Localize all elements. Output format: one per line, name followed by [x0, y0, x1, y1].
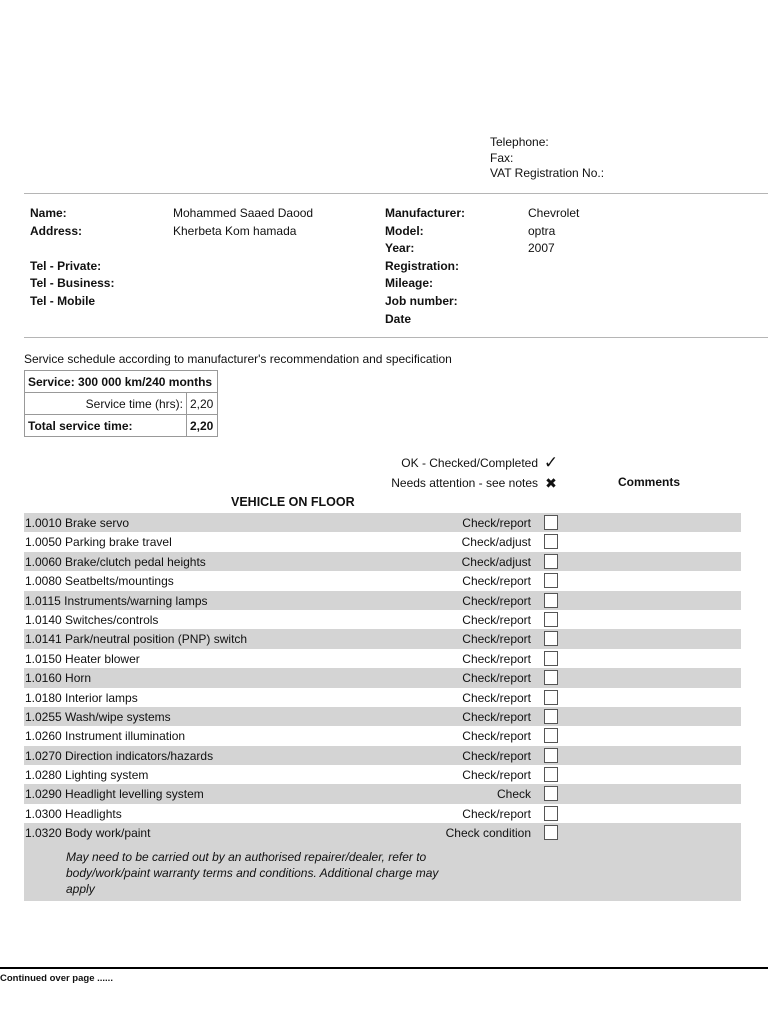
mileage-label: Mileage:: [385, 276, 434, 291]
registration-label: Registration:: [385, 258, 460, 273]
name-label: Name:: [30, 206, 67, 220]
checkbox[interactable]: [544, 767, 558, 782]
item-label: 1.0050 Parking brake travel: [25, 535, 172, 550]
job-number-label: Job number:: [385, 293, 458, 308]
item-label: 1.0115 Instruments/warning lamps: [25, 593, 208, 608]
item-action: Check/report: [462, 806, 531, 821]
service-title: Service: 300 000 km/240 months: [25, 371, 218, 393]
model-value: optra: [528, 223, 556, 238]
checkbox[interactable]: [544, 593, 558, 608]
legend-ok-label: OK - Checked/Completed: [401, 456, 538, 470]
vehicle-values: [528, 205, 579, 258]
item-label: 1.0150 Heater blower: [25, 651, 140, 666]
item-action: Check/report: [462, 748, 531, 763]
tel-private-label: Tel - Private:: [30, 258, 102, 273]
model-label: Model:: [385, 223, 424, 238]
table-row: [24, 532, 741, 551]
item-label: 1.0270 Direction indicators/hazards: [25, 748, 214, 763]
section-title: VEHICLE ON FLOOR: [231, 495, 355, 509]
table-row: [24, 688, 741, 707]
year-label: Year:: [385, 241, 415, 256]
schedule-intro: Service schedule according to manufacturer's recommendation and specification: [24, 352, 452, 366]
checkbox[interactable]: [544, 748, 558, 763]
item-action: Check/adjust: [461, 554, 531, 569]
table-row: [24, 629, 741, 648]
checkbox[interactable]: [544, 786, 558, 801]
checkbox[interactable]: [544, 670, 558, 685]
legend-ok: [401, 455, 562, 471]
item-action: Check/report: [462, 690, 531, 705]
table-row: [24, 668, 741, 687]
table-row: [24, 765, 741, 784]
table-row: [24, 726, 741, 745]
checkbox[interactable]: [544, 631, 558, 646]
item-label: 1.0010 Brake servo: [25, 516, 130, 530]
checkbox[interactable]: [544, 612, 558, 627]
note-text: May need to be carried out by an authorised repairer/dealer, refer to body/work/paint warranty terms and conditions. Additional charge may apply: [66, 849, 439, 896]
date-label: Date: [385, 311, 412, 326]
footer-divider: [0, 967, 768, 969]
customer-labels: [30, 205, 114, 311]
table-row: [24, 649, 741, 668]
item-action: Check: [496, 787, 531, 802]
service-summary-table: [24, 370, 218, 437]
item-action: Check/report: [462, 593, 531, 608]
checkbox[interactable]: [544, 728, 558, 743]
total-time-value: 2,20: [187, 415, 218, 437]
checkbox[interactable]: [544, 709, 558, 724]
item-label: 1.0260 Instrument illumination: [25, 729, 186, 744]
item-label: 1.0080 Seatbelts/mountings: [25, 574, 174, 589]
address-value: Kherbeta Kom hamada: [173, 223, 297, 238]
comments-heading: Comments: [618, 475, 681, 489]
checkbox[interactable]: [544, 690, 558, 705]
legend-attention: [391, 475, 562, 491]
legend-attention-label: Needs attention - see notes: [391, 476, 538, 490]
divider-middle: [24, 337, 768, 338]
fax-label: Fax:: [490, 150, 514, 165]
customer-values: [173, 205, 313, 240]
bodywork-note: [24, 843, 741, 901]
table-row: [24, 823, 741, 842]
table-row: [24, 784, 741, 803]
checkbox[interactable]: [544, 806, 558, 821]
item-label: 1.0140 Switches/controls: [25, 612, 159, 627]
table-row: [24, 804, 741, 823]
checkmark-icon: ✓: [543, 453, 559, 472]
vehicle-labels: [385, 205, 465, 328]
year-value: 2007: [528, 241, 555, 256]
total-time-label: Total service time:: [25, 415, 187, 437]
item-action: Check/report: [462, 709, 531, 724]
contact-block: [490, 135, 604, 182]
vat-label: VAT Registration No.:: [490, 166, 605, 180]
tel-business-label: Tel - Business:: [30, 276, 115, 291]
table-row: [24, 571, 741, 590]
table-row: [24, 707, 741, 726]
service-time-label: Service time (hrs):: [25, 393, 187, 415]
checkbox[interactable]: [544, 554, 558, 569]
item-label: 1.0141 Park/neutral position (PNP) switch: [25, 632, 248, 647]
cross-icon: ✖: [545, 475, 557, 491]
table-row: [24, 610, 741, 629]
checkbox[interactable]: [544, 534, 558, 549]
table-row: [24, 591, 741, 610]
table-row: [24, 746, 741, 765]
item-action: Check/report: [462, 768, 531, 783]
manufacturer-label: Manufacturer:: [385, 206, 466, 220]
service-time-value: 2,20: [187, 393, 218, 415]
item-label: 1.0290 Headlight levelling system: [25, 787, 204, 802]
item-label: 1.0180 Interior lamps: [25, 690, 138, 705]
item-action: Check/report: [462, 671, 531, 686]
item-action: Check/adjust: [461, 535, 531, 550]
item-label: 1.0320 Body work/paint: [25, 826, 151, 841]
tel-mobile-label: Tel - Mobile: [30, 293, 96, 308]
continued-footer: Continued over page ......: [0, 973, 113, 984]
item-action: Check/report: [462, 632, 531, 647]
item-action: Check condition: [445, 826, 531, 841]
item-label: 1.0060 Brake/clutch pedal heights: [25, 554, 206, 569]
name-value: Mohammed Saaed Daood: [173, 206, 314, 220]
table-row: [24, 513, 741, 532]
telephone-label: Telephone:: [490, 135, 549, 149]
item-label: 1.0160 Horn: [25, 671, 92, 686]
checkbox[interactable]: [544, 651, 558, 666]
item-action: Check/report: [462, 516, 531, 530]
manufacturer-value: Chevrolet: [528, 206, 580, 220]
item-label: 1.0280 Lighting system: [25, 768, 149, 783]
checkbox[interactable]: [544, 825, 558, 840]
item-label: 1.0255 Wash/wipe systems: [25, 709, 171, 724]
item-action: Check/report: [462, 651, 531, 666]
checkbox[interactable]: [544, 573, 558, 588]
item-action: Check/report: [462, 574, 531, 589]
item-action: Check/report: [462, 729, 531, 744]
item-action: Check/report: [462, 612, 531, 627]
address-label: Address:: [30, 223, 83, 238]
checklist: [24, 513, 741, 901]
divider-top: [24, 193, 768, 194]
table-row: [24, 552, 741, 571]
checkbox[interactable]: [544, 515, 558, 530]
item-label: 1.0300 Headlights: [25, 806, 122, 821]
blank-label: [30, 240, 114, 258]
